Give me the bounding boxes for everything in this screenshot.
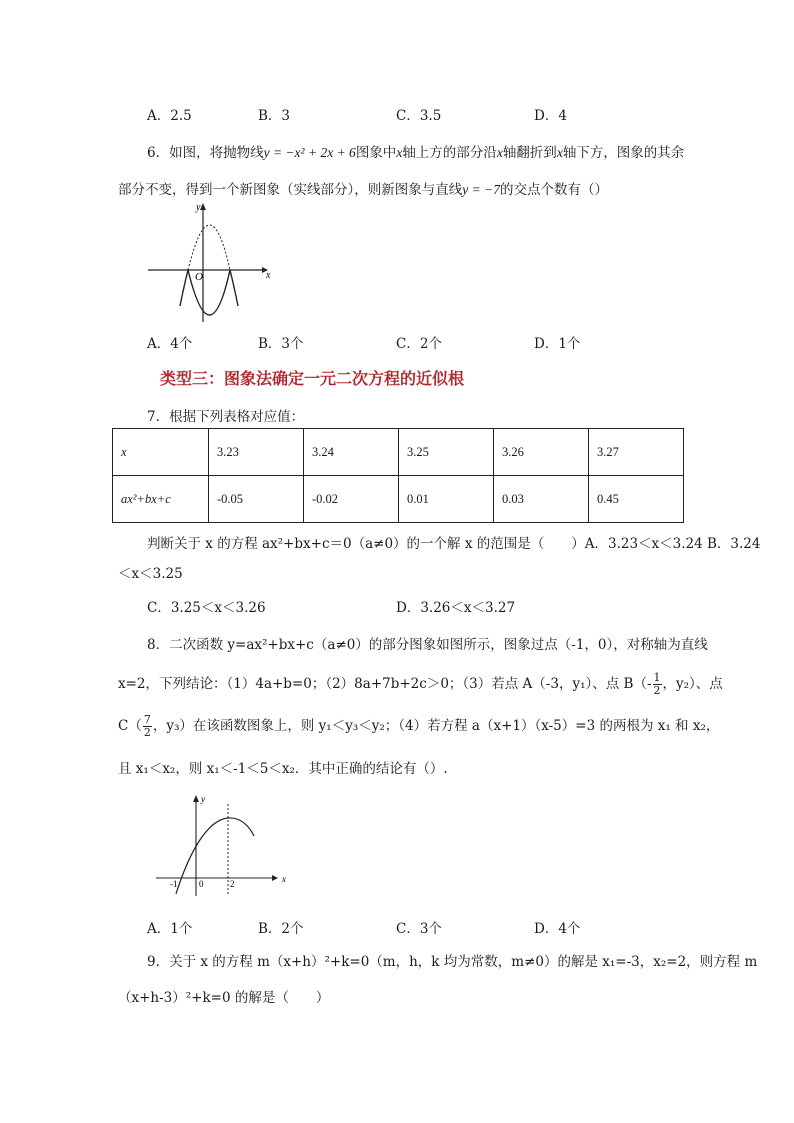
q5-option-a: A．2.5 (147, 108, 192, 124)
table-cell: 3.23 (209, 429, 304, 476)
q8-line4: 且 x₁＜x₂，则 x₁＜-1＜5＜x₂．其中正确的结论有（）. (118, 761, 448, 777)
q6-question-line1: 6．如图，将抛物线y = −x² + 2x + 6图象中x轴上方的部分沿x轴翻折到x轴下方，图象的其余 (147, 145, 685, 161)
q6-x-label: x (266, 270, 271, 281)
q8-line3: C（ $\frac{7}{2}$ ，y₃）在该函数图象上，则 y₁＜y₃＜y₂；（4）若方程 a（x+1）（x-5）=3 的两根为 x₁ 和 x₂， (118, 713, 720, 739)
q9-line1: 9．关于 x 的方程 m（x+h）²+k=0（m，h，k 均为常数，m≠0）的解是 x₁=-3，x₂=2，则方程 m (147, 954, 758, 970)
q6-y-label: y (196, 202, 201, 213)
q6-y-arrow-icon (200, 203, 206, 210)
q5-option-b: B．3 (258, 108, 291, 124)
q8-tick-2: 2 (230, 879, 235, 889)
q6-right-branch (230, 270, 238, 306)
q8-x-arrow-icon (272, 875, 278, 881)
q6-graph (140, 198, 280, 326)
table-cell: 0.03 (494, 476, 589, 523)
q8-option-b: B．2个 (258, 921, 304, 937)
q8-y-arrow-icon (193, 795, 199, 802)
q8-parabola (176, 818, 254, 894)
table-cell: 0.01 (399, 476, 494, 523)
q7-option-c: C．3.25＜x＜3.26 (147, 600, 266, 616)
q7-judge-line1: 判断关于 x 的方程 ax²+bx+c＝0（a≠0）的一个解 x 的范围是（ ）A．3.23＜x＜3.24 B．3.24 (147, 536, 761, 552)
table-row (113, 429, 684, 476)
q8-y-label: y (201, 794, 205, 804)
q6-option-d: D．1个 (534, 336, 581, 352)
q8-line2: x=2，下列结论：（1）4a+b=0；（2）8a+7b+2c＞0；（3）若点 A（-3，y₁）、点 B（- $\frac{1}{2}$ ，y₂）、点 (118, 671, 723, 697)
fraction-seven-halves: $\frac{7}{2}$ (143, 713, 151, 739)
table-cell: 3.25 (399, 429, 494, 476)
q6-dashed-parabola (188, 225, 230, 270)
q7-intro: 7．根据下列表格对应值： (147, 409, 305, 425)
q6-option-a: A．4个 (147, 336, 193, 352)
q9-line2: （x+h-3）²+k=0 的解是（ ） (118, 990, 330, 1006)
table-cell: 3.24 (304, 429, 399, 476)
q8-x-label: x (282, 874, 286, 884)
table-cell: x (113, 429, 209, 476)
table-cell: 3.26 (494, 429, 589, 476)
q7-value-table (112, 428, 684, 523)
q8-tick-neg1: -1 (170, 879, 178, 889)
table-cell: 3.27 (589, 429, 684, 476)
q6-option-c: C．2个 (396, 336, 442, 352)
q8-tick-0: 0 (199, 879, 204, 889)
q8-option-d: D．4个 (534, 921, 581, 937)
q5-option-c: C．3.5 (396, 108, 442, 124)
table-row (113, 476, 684, 523)
q6-question-line2: 部分不变，得到一个新图象（实线部分），则新图象与直线y = −7的交点个数有（） (118, 182, 608, 198)
q6-origin-label: O (195, 271, 203, 283)
q6-option-b: B．3个 (258, 336, 304, 352)
q7-judge-line2: ＜x＜3.25 (118, 566, 183, 582)
q5-option-d: D．4 (534, 108, 567, 124)
table-cell: 0.45 (589, 476, 684, 523)
fraction-half: $\frac{1}{2}$ (653, 671, 661, 697)
table-cell: -0.02 (304, 476, 399, 523)
section-heading: 类型三：图象法确定一元二次方程的近似根 (160, 369, 465, 388)
q8-graph (148, 790, 288, 900)
q7-option-d: D．3.26＜x＜3.27 (396, 600, 516, 616)
q8-line1: 8．二次函数 y=ax²+bx+c（a≠0）的部分图象如图所示，图象过点（-1，0），对称轴为直线 (147, 637, 708, 653)
q8-option-a: A．1个 (147, 921, 193, 937)
q6-left-branch (180, 270, 188, 306)
table-cell: -0.05 (209, 476, 304, 523)
table-cell: ax²+bx+c (113, 476, 209, 523)
q8-option-c: C．3个 (396, 921, 442, 937)
